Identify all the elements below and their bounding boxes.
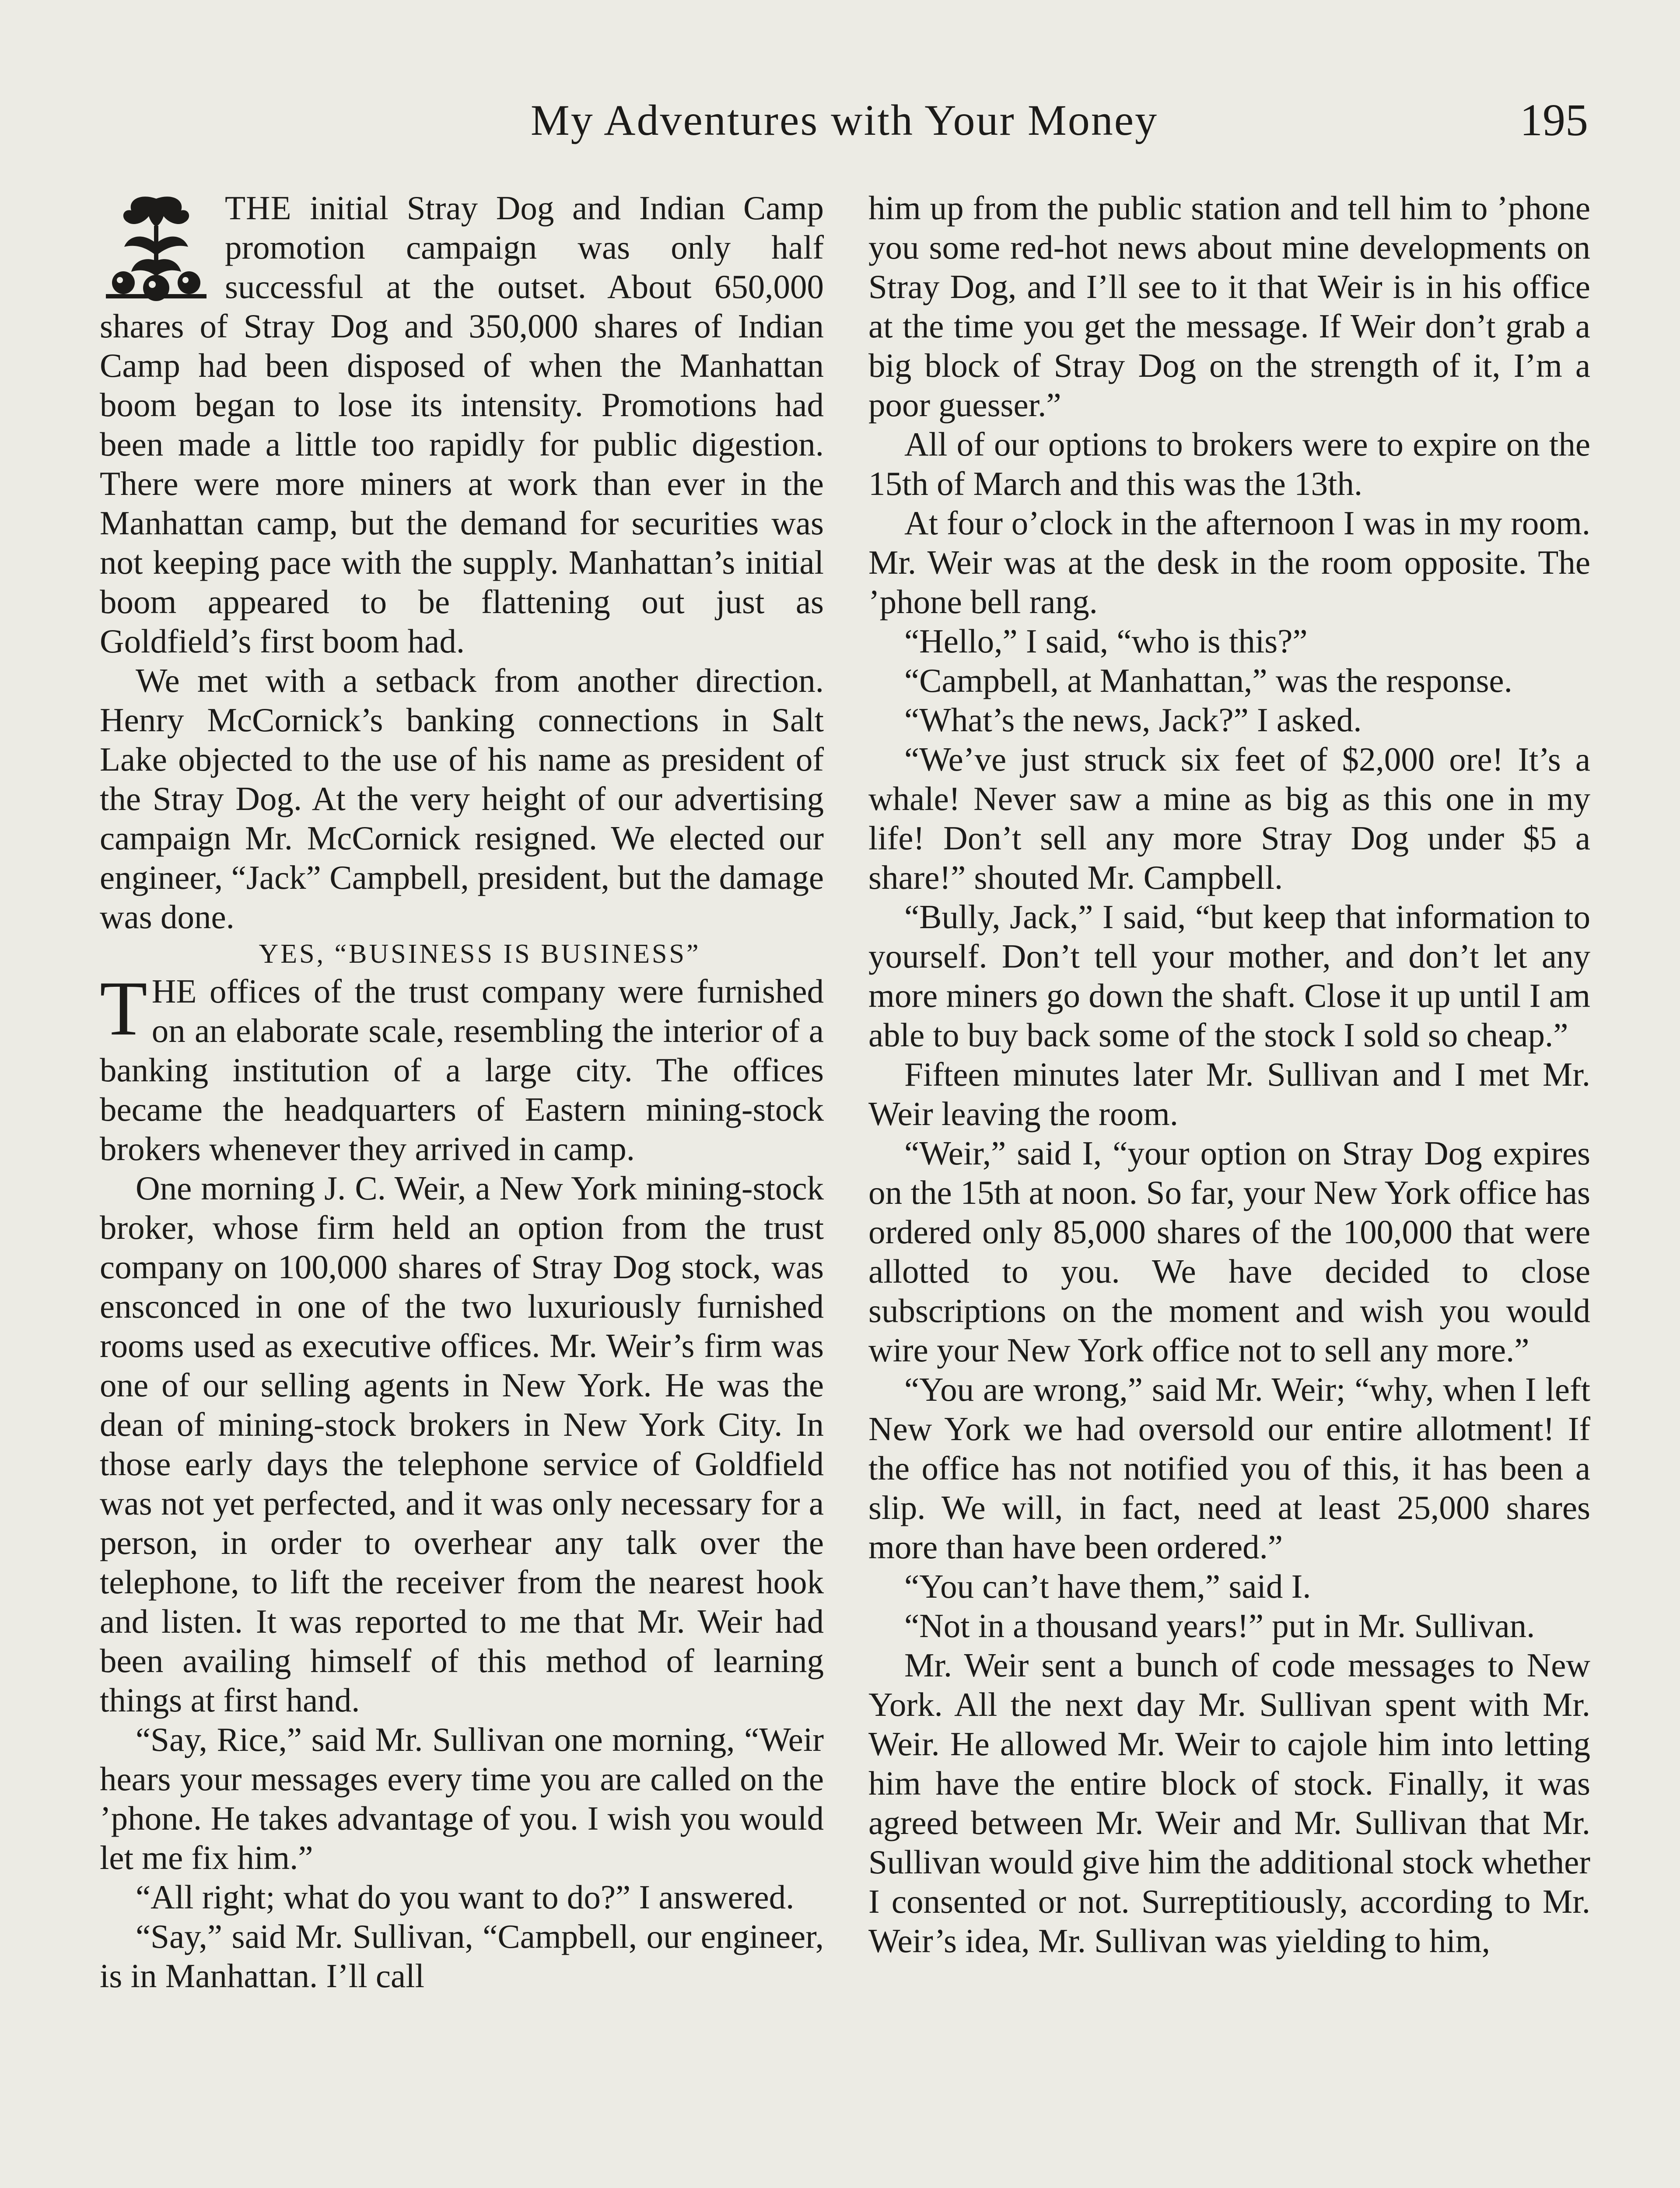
left-column <box>100 188 824 1995</box>
page-number: 195 <box>1520 95 1588 145</box>
paragraph-text: HE offices of the trust company were furnished on an elaborate scale, resembling the interior of a banking institution of a large city. The offices became the headquarters of Eastern mining-stock brokers whenever they arrived in camp. <box>100 972 824 1168</box>
paragraph: Fifteen minutes later Mr. Sullivan and I met Mr. Weir leaving the room. <box>868 1055 1590 1133</box>
drop-cap: T <box>100 965 147 1052</box>
paragraph-text: initial Stray Dog and Indian Camp promotion campaign was only half successful at the outset. About 650,000 shares of Stray Dog and 350,000 shares of Indian Camp had been disposed of when the Manhattan boom began to lose its intensity. Promotions had been made a little too rapidly for public digestion. There were more miners at work than ever in the Manhattan camp, but the demand for securities was not keeping pace with the supply. Manhattan’s initial boom appeared to be flattening out just as Goldfield’s first boom had. <box>100 189 824 660</box>
paragraph: “You can’t have them,” said I. <box>904 1567 1311 1605</box>
paragraph: “Say,” said Mr. Sullivan, “Campbell, our engineer, is in Manhattan. I’ll call <box>100 1918 824 1995</box>
paragraph <box>100 188 824 661</box>
paragraph: “Not in a thousand years!” put in Mr. Sullivan. <box>904 1607 1535 1645</box>
paragraph: him up from the public station and tell him to ’phone you some red-hot news about mine developments on Stray Dog, and I’ll see to it that Weir is in his office at the time you get the message. If Weir don’t grab a big block of Stray Dog on the strength of it, I’m a poor guesser.” <box>868 189 1590 424</box>
floral-ornament-icon <box>97 191 215 305</box>
paragraph: “You are wrong,” said Mr. Weir; “why, when I left New York we had oversold our entire allotment! If the office has not notified you of this, it has been a slip. We will, in fact, need at least 25,000 shares more than have been ordered.” <box>868 1371 1590 1566</box>
lead-in-caps: THE <box>225 189 292 227</box>
running-title: My Adventures with Your Money <box>530 96 1158 144</box>
paragraph: “Campbell, at Manhattan,” was the response. <box>904 662 1512 699</box>
paragraph: “What’s the news, Jack?” I asked. <box>904 701 1362 739</box>
paragraph: At four o’clock in the afternoon I was in my room. Mr. Weir was at the desk in the room opposite. The ’phone bell rang. <box>868 504 1590 621</box>
right-column <box>868 188 1590 1960</box>
paragraph: We met with a setback from another direction. Henry McCornick’s banking connections in Salt Lake objected to the use of his name as president of the Stray Dog. At the very height of our advertising campaign Mr. McCornick resigned. We elected our engineer, “Jack” Campbell, president, but the damage was done. <box>100 662 824 936</box>
paragraph: “Hello,” I said, “who is this?” <box>904 622 1308 660</box>
paragraph: All of our options to brokers were to expire on the 15th of March and this was the 13th. <box>868 425 1590 502</box>
paragraph: “Weir,” said I, “your option on Stray Dog expires on the 15th at noon. So far, your New York office has ordered only 85,000 shares of the 100,000 that were allotted to you. We have decided to close subscriptions on the moment and wish you would wire your New York office not to sell any more.” <box>868 1134 1590 1369</box>
paragraph: One morning J. C. Weir, a New York mining-stock broker, whose firm held an option from the trust company on 100,000 shares of Stray Dog stock, was ensconced in one of the two luxuriously furnished rooms used as executive offices. Mr. Weir’s firm was one of our selling agents in New York. He was the dean of mining-stock brokers in New York City. In those early days the telephone service of Goldfield was not yet perfected, and it was only necessary for a person, in order to overhear any talk over the telephone, to lift the receiver from the nearest hook and listen. It was reported to me that Mr. Weir had been availing himself of this method of learning things at first hand. <box>100 1169 824 1719</box>
running-head <box>101 92 1588 149</box>
paragraph: “We’ve just struck six feet of $2,000 ore! It’s a whale! Never saw a mine as big as this one in my life! Don’t sell any more Stray Dog under $5 a share!” shouted Mr. Campbell. <box>868 740 1590 896</box>
paragraph: Mr. Weir sent a bunch of code messages to New York. All the next day Mr. Sullivan spent with Mr. Weir. He allowed Mr. Weir to cajole him into letting him have the entire block of stock. Finally, it was agreed between Mr. Weir and Mr. Sullivan that Mr. Sullivan would give him the additional stock whether I consented or not. Surreptitiously, according to Mr. Weir’s idea, Mr. Sullivan was yielding to him, <box>868 1646 1590 1960</box>
paragraph <box>100 965 824 1168</box>
section-heading: YES, “BUSINESS IS BUSINESS” <box>259 939 701 969</box>
paragraph: “All right; what do you want to do?” I answered. <box>136 1878 794 1916</box>
paragraph: “Say, Rice,” said Mr. Sullivan one morning, “Weir hears your messages every time you are called on the ’phone. He takes advantage of you. I wish you would let me fix him.” <box>100 1721 824 1876</box>
paragraph: “Bully, Jack,” I said, “but keep that information to yourself. Don’t tell your mother, and don’t let any more miners go down the shaft. Close it up until I am able to buy back some of the stock I sold so cheap.” <box>868 898 1590 1054</box>
